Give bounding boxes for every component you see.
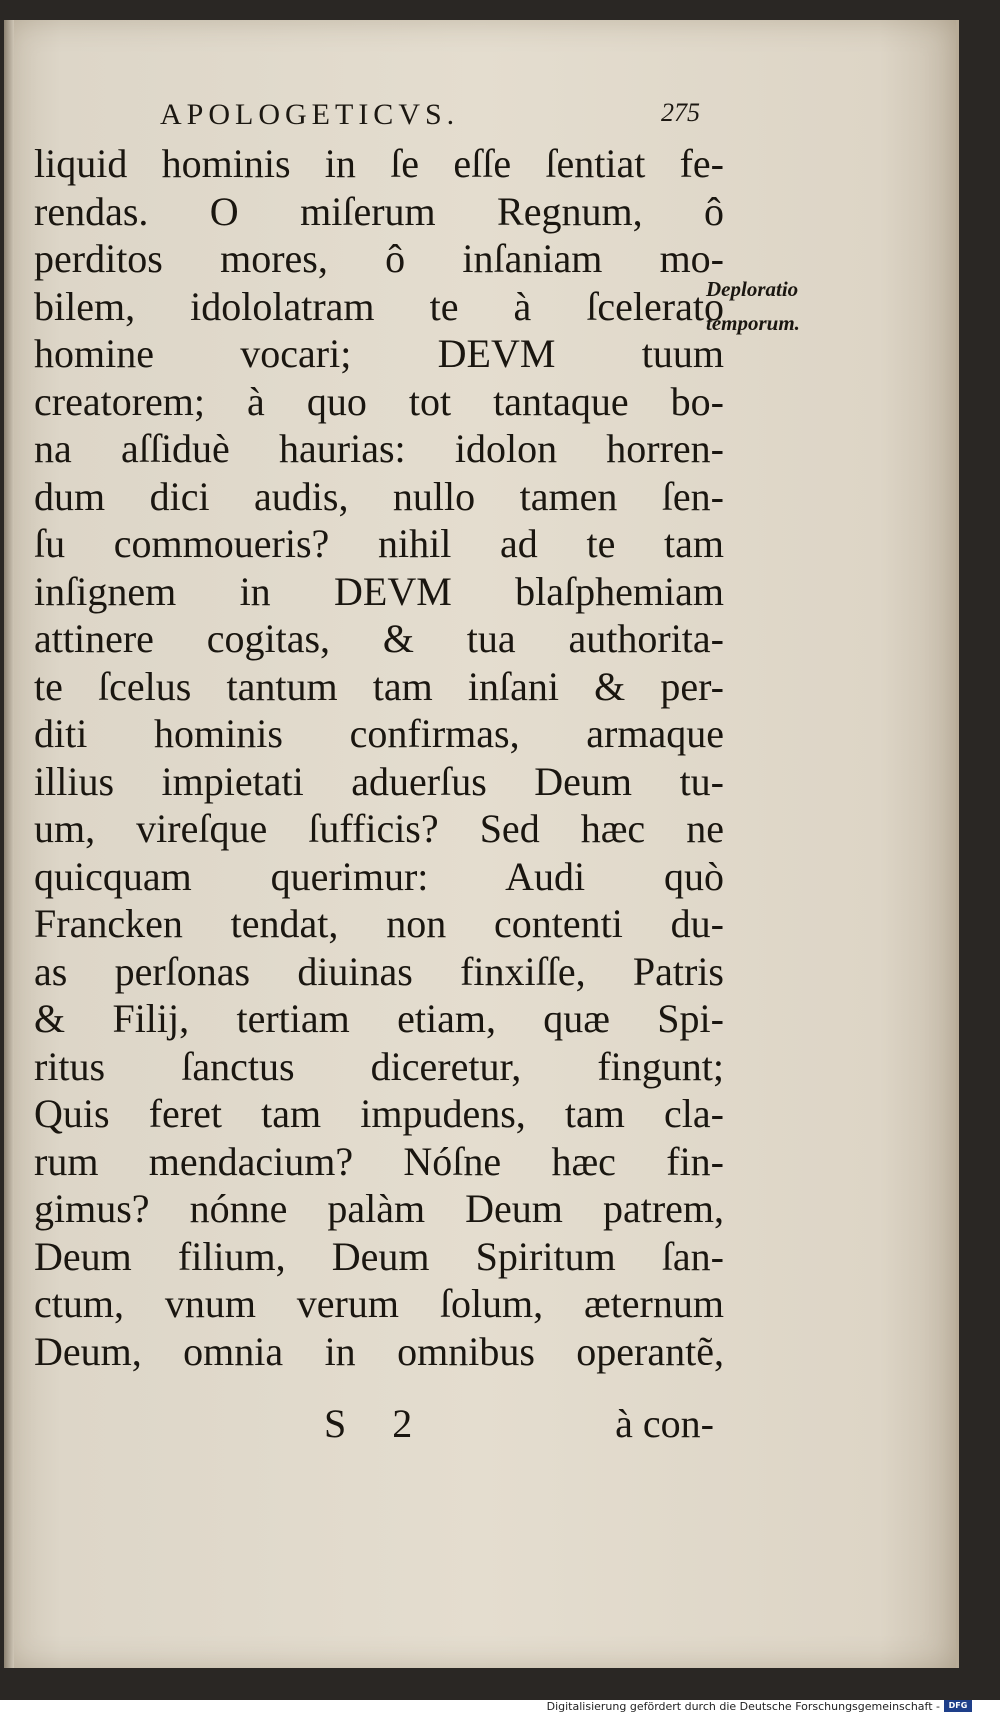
text-line: Francken tendat, non contenti du- — [34, 901, 724, 946]
dfg-logo: DFG — [944, 1700, 972, 1712]
text-line: rum mendacium? Nóſne hæc fin- — [34, 1138, 724, 1184]
catchword: à con- — [615, 1401, 714, 1446]
text-line: ſu commoueris? nihil ad te tam — [34, 521, 724, 566]
text-line: bilem, idololatram te à ſcelerato — [34, 283, 724, 329]
text-line: liquid hominis in ſe eſſe ſentiat fe- — [34, 141, 724, 186]
page-gutter — [4, 20, 14, 1668]
text-line: attinere cogitas, & tua authorita- — [34, 616, 724, 661]
text-line: diti hominis confirmas, armaque — [34, 711, 724, 756]
text-line: te ſcelus tantum tam inſani & per- — [34, 663, 724, 709]
digitization-credit — [547, 1699, 972, 1713]
text-line: um, vireſque ſufficis? Sed hæc ne — [34, 806, 724, 851]
credit-text: Digitalisierung gefördert durch die Deutsche Forschungsgemeinschaft - — [546, 1699, 940, 1713]
signature-mark: S 2 — [324, 1401, 431, 1446]
text-line: as perſonas diuinas finxiſſe, Patris — [34, 948, 724, 994]
text-line: ctum, vnum verum ſolum, æternum — [34, 1281, 724, 1326]
text-line: na aſſiduè haurias: idolon horren- — [34, 426, 724, 471]
text-line: inſignem in DEVM blaſphemiam — [34, 568, 724, 614]
text-line: Quis feret tam impudens, tam cla- — [34, 1091, 724, 1136]
page-header — [160, 98, 700, 138]
text-line: rendas. O miſerum Regnum, ô — [34, 188, 724, 234]
body-text — [34, 140, 724, 1375]
margin-note-line: Deploratio — [706, 277, 799, 301]
page-footer — [324, 1400, 714, 1450]
running-title: APOLOGETICVS. — [160, 98, 460, 131]
margin-note — [706, 272, 846, 340]
text-line: ritus ſanctus diceretur, fingunt; — [34, 1043, 724, 1089]
text-line: homine vocari; DEVM tuum — [34, 331, 724, 376]
page-number: 275 — [661, 98, 700, 127]
text-line: creatorem; à quo tot tantaque bo- — [34, 378, 724, 424]
text-line: illius impietati aduerſus Deum tu- — [34, 758, 724, 804]
text-line: quicquam querimur: Audi quò — [34, 853, 724, 899]
text-line: perditos mores, ô inſaniam mo- — [34, 236, 724, 281]
text-line: Deum, omnia in omnibus operantẽ, — [34, 1328, 724, 1374]
margin-note-line: temporum. — [706, 311, 800, 335]
text-line: Deum filium, Deum Spiritum ſan- — [34, 1233, 724, 1279]
text-line: & Filij, tertiam etiam, quæ Spi- — [34, 996, 724, 1041]
text-line: dum dici audis, nullo tamen ſen- — [34, 473, 724, 519]
text-line: gimus? nónne palàm Deum patrem, — [34, 1186, 724, 1231]
